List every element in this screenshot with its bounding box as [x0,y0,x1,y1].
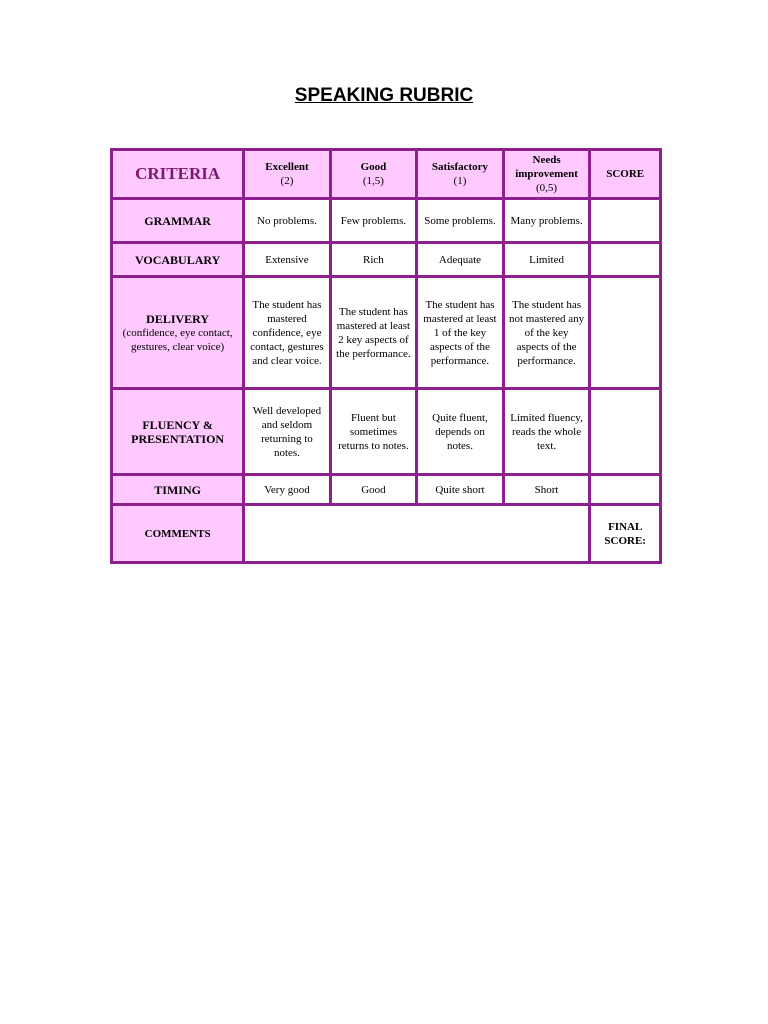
criterion-sublabel: (confidence, eye contact, gestures, clear voice) [122,326,233,353]
table-row [112,389,661,475]
table-cell: Some problems. [417,199,504,243]
score-cell[interactable] [590,277,661,389]
score-cell[interactable] [590,199,661,243]
table-cell: The student has not mastered any of the key aspects of the performance. [503,277,590,389]
level-points: (0,5) [536,182,558,194]
criterion-fluency [112,389,244,475]
comments-label: COMMENTS [112,505,244,563]
table-cell: Limited fluency, reads the whole text. [503,389,590,475]
score-cell[interactable] [590,475,661,505]
criterion-label: VOCABULARY [134,252,221,267]
table-cell: Quite short [417,475,504,505]
table-cell: Short [503,475,590,505]
table-row [112,475,661,505]
table-cell: Quite fluent, depends on notes. [417,389,504,475]
criterion-timing [112,475,244,505]
level-name: Needs improvement [515,154,578,180]
level-points: (1) [453,175,467,187]
table-cell: The student has mastered confidence, eye contact, gestures and clear voice. [244,277,330,389]
table-cell: Very good [244,475,330,505]
table-cell: The student has mastered at least 1 of the key aspects of the performance. [417,277,504,389]
table-cell: Few problems. [330,199,417,243]
level-name: Satisfactory [431,161,489,173]
criterion-vocabulary [112,243,244,277]
criterion-delivery [112,277,244,389]
criterion-label: TIMING [154,482,201,497]
level-header-satisfactory [417,150,504,199]
level-name: Good [360,161,387,173]
page-title: SPEAKING RUBRIC [294,85,474,106]
table-cell: Limited [503,243,590,277]
comments-field[interactable] [244,505,590,563]
criteria-header: CRITERIA [112,150,244,199]
table-cell: Many problems. [503,199,590,243]
table-cell: Well developed and seldom returning to notes. [244,389,330,475]
table-cell: Adequate [417,243,504,277]
criterion-label: GRAMMAR [144,213,211,228]
table-row [112,277,661,389]
table-row [112,243,661,277]
header-row [112,150,661,199]
criterion-grammar [112,199,244,243]
table-row [112,199,661,243]
criterion-label: FLUENCY & PRESENTATION [131,417,225,446]
score-cell[interactable] [590,243,661,277]
level-name: Excellent [265,161,309,173]
table-cell: The student has mastered at least 2 key aspects of the performance. [330,277,417,389]
level-points: (2) [280,175,294,187]
criterion-label: DELIVERY [146,311,210,326]
rubric-table [110,148,662,564]
table-cell: Good [330,475,417,505]
score-header: SCORE [590,150,661,199]
score-cell[interactable] [590,389,661,475]
level-header-needs-improvement [503,150,590,199]
level-points: (1,5) [362,175,384,187]
table-cell: Fluent but sometimes returns to notes. [330,389,417,475]
level-header-excellent [244,150,330,199]
table-cell: No problems. [244,199,330,243]
level-header-good [330,150,417,199]
table-cell: Rich [330,243,417,277]
final-score-label: FINAL SCORE: [590,505,661,563]
table-cell: Extensive [244,243,330,277]
comments-row [112,505,661,563]
